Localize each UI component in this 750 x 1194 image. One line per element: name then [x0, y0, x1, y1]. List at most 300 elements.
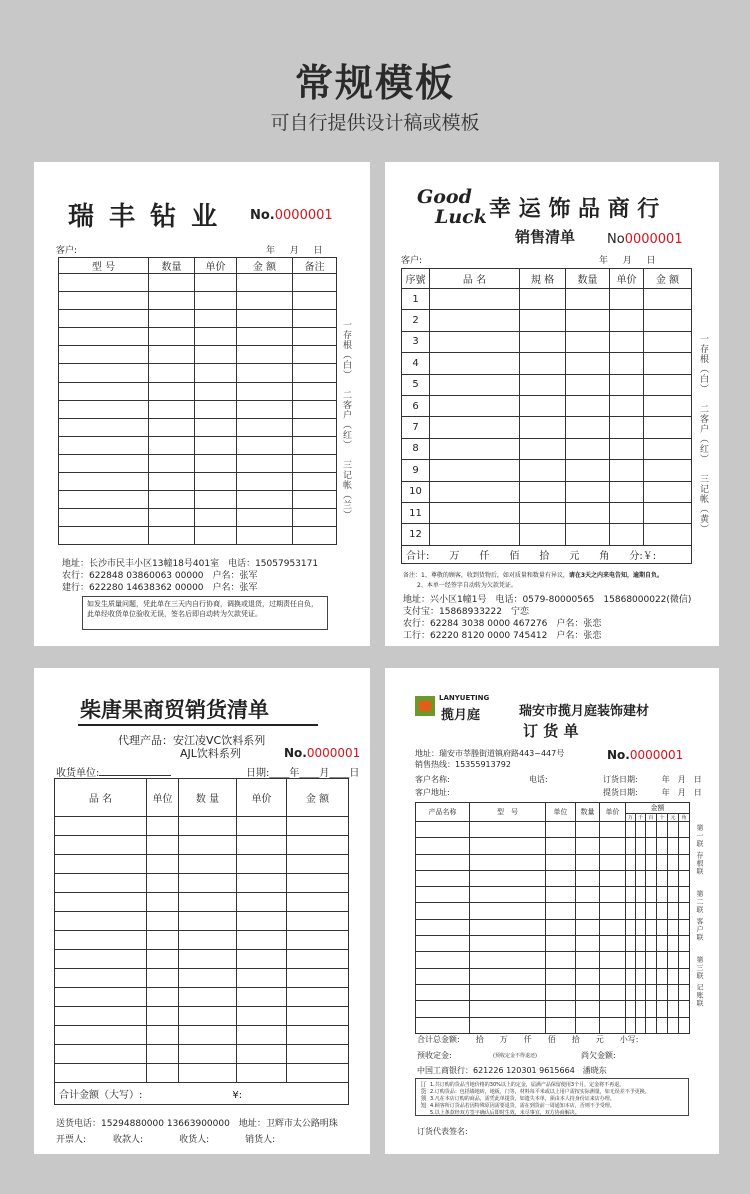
table-cell[interactable] [147, 988, 179, 1007]
table-cell[interactable] [59, 454, 149, 472]
table-cell[interactable] [576, 887, 600, 903]
table-cell[interactable] [679, 919, 690, 935]
table-cell[interactable] [237, 292, 293, 310]
table-cell[interactable] [59, 328, 149, 346]
table-cell[interactable] [237, 527, 293, 545]
table-cell[interactable] [237, 874, 287, 893]
table-cell[interactable] [430, 289, 520, 310]
table-cell[interactable] [237, 274, 293, 292]
table-cell[interactable] [237, 1007, 287, 1026]
table-cell[interactable] [566, 395, 610, 416]
table-cell[interactable] [576, 984, 600, 1000]
table-cell[interactable] [610, 289, 644, 310]
table-cell[interactable] [430, 374, 520, 395]
table-cell[interactable] [416, 870, 470, 886]
table-cell[interactable] [546, 903, 576, 919]
table-cell[interactable] [668, 968, 679, 984]
table-cell[interactable] [287, 874, 349, 893]
table-cell[interactable] [646, 854, 657, 870]
table-cell[interactable] [644, 460, 692, 481]
receiver-blank[interactable] [99, 766, 171, 776]
table-cell[interactable] [546, 822, 576, 838]
table-cell[interactable] [293, 328, 337, 346]
table-cell[interactable] [636, 854, 646, 870]
table-cell[interactable] [55, 1045, 147, 1064]
table-cell[interactable] [237, 817, 287, 836]
table-cell[interactable] [646, 822, 657, 838]
table-cell[interactable] [546, 838, 576, 854]
table-cell[interactable] [237, 893, 287, 912]
table-cell[interactable] [149, 292, 195, 310]
table-cell[interactable] [679, 1017, 690, 1033]
table-cell[interactable] [626, 903, 636, 919]
table-cell[interactable] [546, 1017, 576, 1033]
table-cell[interactable] [679, 822, 690, 838]
table-cell[interactable] [55, 874, 147, 893]
table-cell[interactable] [520, 289, 566, 310]
table-cell[interactable] [237, 836, 287, 855]
table-cell[interactable] [430, 438, 520, 459]
table-cell[interactable] [657, 838, 668, 854]
table-cell[interactable] [657, 870, 668, 886]
table-cell[interactable] [679, 870, 690, 886]
table-cell[interactable] [576, 952, 600, 968]
table-cell[interactable] [546, 968, 576, 984]
table-cell[interactable] [55, 893, 147, 912]
table-cell[interactable] [520, 524, 566, 545]
table-cell[interactable] [644, 310, 692, 331]
table-cell[interactable] [59, 382, 149, 400]
table-cell[interactable] [237, 1045, 287, 1064]
table-cell[interactable] [610, 353, 644, 374]
table-cell[interactable] [149, 400, 195, 418]
table-cell[interactable] [149, 328, 195, 346]
table-cell[interactable] [237, 969, 287, 988]
table-cell[interactable] [626, 854, 636, 870]
table-cell[interactable] [293, 436, 337, 454]
table-cell[interactable] [293, 509, 337, 527]
table-cell[interactable] [470, 854, 546, 870]
table-cell[interactable] [644, 331, 692, 352]
table-cell[interactable] [195, 310, 237, 328]
table-cell[interactable] [626, 870, 636, 886]
table-cell[interactable] [566, 524, 610, 545]
table-cell[interactable] [644, 374, 692, 395]
table-cell[interactable] [657, 822, 668, 838]
table-cell[interactable] [646, 1017, 657, 1033]
table-cell[interactable] [149, 527, 195, 545]
table-cell[interactable] [470, 870, 546, 886]
table-cell[interactable] [646, 968, 657, 984]
table-cell[interactable] [293, 418, 337, 436]
table-cell[interactable] [546, 984, 576, 1000]
table-cell[interactable] [668, 903, 679, 919]
table-cell[interactable] [179, 988, 237, 1007]
table-cell[interactable] [657, 968, 668, 984]
table-cell[interactable] [600, 952, 626, 968]
table-cell[interactable] [646, 887, 657, 903]
table-cell[interactable] [287, 1064, 349, 1083]
table-cell[interactable] [646, 936, 657, 952]
table-cell[interactable] [546, 1001, 576, 1017]
table-cell[interactable] [287, 969, 349, 988]
table-cell[interactable] [59, 346, 149, 364]
table-cell[interactable] [470, 936, 546, 952]
table-cell[interactable] [566, 310, 610, 331]
table-cell[interactable] [470, 1001, 546, 1017]
table-cell[interactable] [149, 274, 195, 292]
table-cell[interactable] [636, 952, 646, 968]
table-cell[interactable] [636, 870, 646, 886]
table-cell[interactable] [237, 855, 287, 874]
table-cell[interactable] [55, 836, 147, 855]
table-cell[interactable] [600, 1001, 626, 1017]
table-cell[interactable] [679, 1001, 690, 1017]
table-cell[interactable] [59, 364, 149, 382]
table-cell[interactable] [657, 887, 668, 903]
table-cell[interactable] [55, 912, 147, 931]
table-cell[interactable] [147, 969, 179, 988]
table-cell[interactable] [416, 1001, 470, 1017]
table-cell[interactable] [179, 1007, 237, 1026]
table-cell[interactable] [566, 460, 610, 481]
table-cell[interactable] [566, 289, 610, 310]
table-cell[interactable] [195, 346, 237, 364]
table-cell[interactable] [644, 438, 692, 459]
table-cell[interactable] [610, 502, 644, 523]
table-cell[interactable] [576, 822, 600, 838]
table-cell[interactable] [636, 1017, 646, 1033]
table-cell[interactable] [566, 374, 610, 395]
table-cell[interactable] [149, 418, 195, 436]
table-cell[interactable] [576, 838, 600, 854]
table-cell[interactable] [55, 931, 147, 950]
table-cell[interactable] [55, 1007, 147, 1026]
table-cell[interactable] [600, 870, 626, 886]
table-cell[interactable] [179, 1045, 237, 1064]
table-cell[interactable] [626, 936, 636, 952]
table-cell[interactable] [520, 481, 566, 502]
table-cell[interactable] [626, 1001, 636, 1017]
table-cell[interactable] [576, 870, 600, 886]
table-cell[interactable] [430, 331, 520, 352]
table-cell[interactable] [657, 952, 668, 968]
table-cell[interactable] [600, 822, 626, 838]
table-cell[interactable] [237, 454, 293, 472]
table-cell[interactable] [195, 473, 237, 491]
template-card-xingyun[interactable] [385, 162, 719, 646]
table-cell[interactable] [636, 984, 646, 1000]
table-cell[interactable] [416, 838, 470, 854]
table-cell[interactable] [287, 988, 349, 1007]
table-cell[interactable] [636, 887, 646, 903]
table-cell[interactable] [430, 481, 520, 502]
table-cell[interactable] [546, 936, 576, 952]
table-cell[interactable] [195, 491, 237, 509]
table-cell[interactable] [59, 418, 149, 436]
table-cell[interactable] [668, 1017, 679, 1033]
table-cell[interactable] [147, 931, 179, 950]
table-cell[interactable] [646, 952, 657, 968]
table-cell[interactable] [626, 1017, 636, 1033]
table-cell[interactable] [644, 524, 692, 545]
table-cell[interactable] [430, 524, 520, 545]
table-cell[interactable] [179, 969, 237, 988]
table-cell[interactable] [55, 1026, 147, 1045]
table-cell[interactable] [179, 893, 237, 912]
table-cell[interactable] [610, 460, 644, 481]
table-cell[interactable] [59, 436, 149, 454]
table-cell[interactable] [237, 473, 293, 491]
table-cell[interactable] [147, 950, 179, 969]
table-cell[interactable] [195, 274, 237, 292]
table-cell[interactable] [430, 395, 520, 416]
table-cell[interactable] [626, 968, 636, 984]
table-cell[interactable] [293, 400, 337, 418]
table-cell[interactable] [520, 331, 566, 352]
table-cell[interactable] [287, 1007, 349, 1026]
table-cell[interactable] [600, 887, 626, 903]
table-cell[interactable] [679, 854, 690, 870]
table-cell[interactable] [646, 984, 657, 1000]
table-cell[interactable] [430, 460, 520, 481]
table-cell[interactable] [195, 400, 237, 418]
table-cell[interactable] [610, 310, 644, 331]
table-cell[interactable] [55, 988, 147, 1007]
table-cell[interactable] [520, 374, 566, 395]
table-cell[interactable] [546, 854, 576, 870]
table-cell[interactable] [636, 936, 646, 952]
table-cell[interactable] [237, 346, 293, 364]
table-cell[interactable] [149, 364, 195, 382]
table-cell[interactable] [600, 854, 626, 870]
table-cell[interactable] [293, 346, 337, 364]
table-cell[interactable] [59, 491, 149, 509]
table-cell[interactable] [55, 817, 147, 836]
table-cell[interactable] [287, 950, 349, 969]
table-cell[interactable] [149, 436, 195, 454]
table-cell[interactable] [566, 331, 610, 352]
table-cell[interactable] [679, 968, 690, 984]
table-cell[interactable] [546, 870, 576, 886]
table-cell[interactable] [416, 984, 470, 1000]
table-cell[interactable] [287, 1026, 349, 1045]
table-cell[interactable] [600, 936, 626, 952]
table-cell[interactable] [546, 887, 576, 903]
table-cell[interactable] [679, 903, 690, 919]
table-cell[interactable] [195, 364, 237, 382]
table-cell[interactable] [636, 968, 646, 984]
table-cell[interactable] [59, 274, 149, 292]
table-cell[interactable] [430, 502, 520, 523]
table-cell[interactable] [576, 854, 600, 870]
table-cell[interactable] [646, 919, 657, 935]
table-cell[interactable] [195, 509, 237, 527]
table-cell[interactable] [59, 310, 149, 328]
table-cell[interactable] [668, 887, 679, 903]
table-cell[interactable] [416, 887, 470, 903]
table-cell[interactable] [679, 984, 690, 1000]
table-cell[interactable] [416, 936, 470, 952]
table-cell[interactable] [646, 870, 657, 886]
table-cell[interactable] [179, 931, 237, 950]
table-cell[interactable] [416, 903, 470, 919]
table-cell[interactable] [55, 855, 147, 874]
table-cell[interactable] [237, 382, 293, 400]
table-cell[interactable] [237, 418, 293, 436]
table-cell[interactable] [566, 353, 610, 374]
table-cell[interactable] [470, 1017, 546, 1033]
table-cell[interactable] [626, 822, 636, 838]
table-cell[interactable] [237, 950, 287, 969]
table-cell[interactable] [59, 473, 149, 491]
table-cell[interactable] [237, 1026, 287, 1045]
table-cell[interactable] [287, 931, 349, 950]
table-cell[interactable] [470, 952, 546, 968]
table-cell[interactable] [657, 903, 668, 919]
table-cell[interactable] [668, 870, 679, 886]
template-card-ruifeng[interactable] [34, 162, 370, 646]
table-cell[interactable] [55, 1064, 147, 1083]
table-cell[interactable] [59, 509, 149, 527]
table-cell[interactable] [610, 374, 644, 395]
table-cell[interactable] [293, 473, 337, 491]
table-cell[interactable] [195, 292, 237, 310]
table-cell[interactable] [657, 936, 668, 952]
table-cell[interactable] [646, 838, 657, 854]
table-cell[interactable] [147, 817, 179, 836]
table-cell[interactable] [470, 822, 546, 838]
table-cell[interactable] [293, 292, 337, 310]
table-cell[interactable] [600, 838, 626, 854]
table-cell[interactable] [576, 1017, 600, 1033]
table-cell[interactable] [546, 919, 576, 935]
table-cell[interactable] [668, 936, 679, 952]
table-cell[interactable] [600, 1017, 626, 1033]
table-cell[interactable] [237, 1064, 287, 1083]
table-cell[interactable] [147, 1045, 179, 1064]
table-cell[interactable] [293, 310, 337, 328]
table-cell[interactable] [470, 903, 546, 919]
table-cell[interactable] [636, 822, 646, 838]
table-cell[interactable] [195, 454, 237, 472]
table-cell[interactable] [576, 903, 600, 919]
table-cell[interactable] [626, 838, 636, 854]
table-cell[interactable] [520, 502, 566, 523]
table-cell[interactable] [195, 328, 237, 346]
table-cell[interactable] [179, 950, 237, 969]
table-cell[interactable] [657, 919, 668, 935]
table-cell[interactable] [237, 509, 293, 527]
table-cell[interactable] [644, 289, 692, 310]
table-cell[interactable] [179, 1026, 237, 1045]
table-cell[interactable] [237, 491, 293, 509]
table-cell[interactable] [600, 903, 626, 919]
table-cell[interactable] [59, 527, 149, 545]
table-cell[interactable] [610, 438, 644, 459]
table-cell[interactable] [566, 417, 610, 438]
table-cell[interactable] [576, 1001, 600, 1017]
table-cell[interactable] [149, 310, 195, 328]
table-cell[interactable] [416, 919, 470, 935]
table-cell[interactable] [237, 328, 293, 346]
table-cell[interactable] [179, 817, 237, 836]
table-cell[interactable] [679, 887, 690, 903]
table-cell[interactable] [576, 919, 600, 935]
table-cell[interactable] [195, 436, 237, 454]
table-cell[interactable] [149, 346, 195, 364]
table-cell[interactable] [546, 952, 576, 968]
table-cell[interactable] [470, 919, 546, 935]
table-cell[interactable] [416, 854, 470, 870]
table-cell[interactable] [610, 417, 644, 438]
table-cell[interactable] [195, 527, 237, 545]
table-cell[interactable] [179, 874, 237, 893]
table-cell[interactable] [520, 438, 566, 459]
table-cell[interactable] [636, 919, 646, 935]
table-cell[interactable] [668, 854, 679, 870]
table-cell[interactable] [644, 417, 692, 438]
table-cell[interactable] [646, 903, 657, 919]
table-cell[interactable] [610, 524, 644, 545]
table-cell[interactable] [293, 454, 337, 472]
table-cell[interactable] [287, 817, 349, 836]
table-cell[interactable] [287, 893, 349, 912]
table-cell[interactable] [470, 968, 546, 984]
table-cell[interactable] [470, 887, 546, 903]
table-cell[interactable] [55, 969, 147, 988]
table-cell[interactable] [147, 874, 179, 893]
table-cell[interactable] [668, 1001, 679, 1017]
table-cell[interactable] [430, 310, 520, 331]
table-cell[interactable] [520, 310, 566, 331]
table-cell[interactable] [147, 836, 179, 855]
table-cell[interactable] [636, 903, 646, 919]
table-cell[interactable] [636, 838, 646, 854]
table-cell[interactable] [147, 1007, 179, 1026]
table-cell[interactable] [287, 836, 349, 855]
table-cell[interactable] [149, 473, 195, 491]
table-cell[interactable] [636, 1001, 646, 1017]
table-cell[interactable] [147, 893, 179, 912]
table-cell[interactable] [644, 502, 692, 523]
table-cell[interactable] [644, 395, 692, 416]
table-cell[interactable] [610, 481, 644, 502]
table-cell[interactable] [600, 984, 626, 1000]
table-cell[interactable] [520, 417, 566, 438]
table-cell[interactable] [293, 382, 337, 400]
table-cell[interactable] [626, 887, 636, 903]
table-cell[interactable] [293, 364, 337, 382]
table-cell[interactable] [566, 438, 610, 459]
table-cell[interactable] [657, 1001, 668, 1017]
template-card-chaitang[interactable] [34, 668, 370, 1154]
table-cell[interactable] [149, 382, 195, 400]
table-cell[interactable] [59, 400, 149, 418]
table-cell[interactable] [416, 952, 470, 968]
table-cell[interactable] [646, 1001, 657, 1017]
table-cell[interactable] [59, 292, 149, 310]
table-cell[interactable] [416, 968, 470, 984]
table-cell[interactable] [179, 855, 237, 874]
table-cell[interactable] [55, 950, 147, 969]
table-cell[interactable] [179, 836, 237, 855]
table-cell[interactable] [430, 417, 520, 438]
table-cell[interactable] [626, 984, 636, 1000]
table-cell[interactable] [644, 481, 692, 502]
table-cell[interactable] [576, 968, 600, 984]
table-cell[interactable] [679, 936, 690, 952]
